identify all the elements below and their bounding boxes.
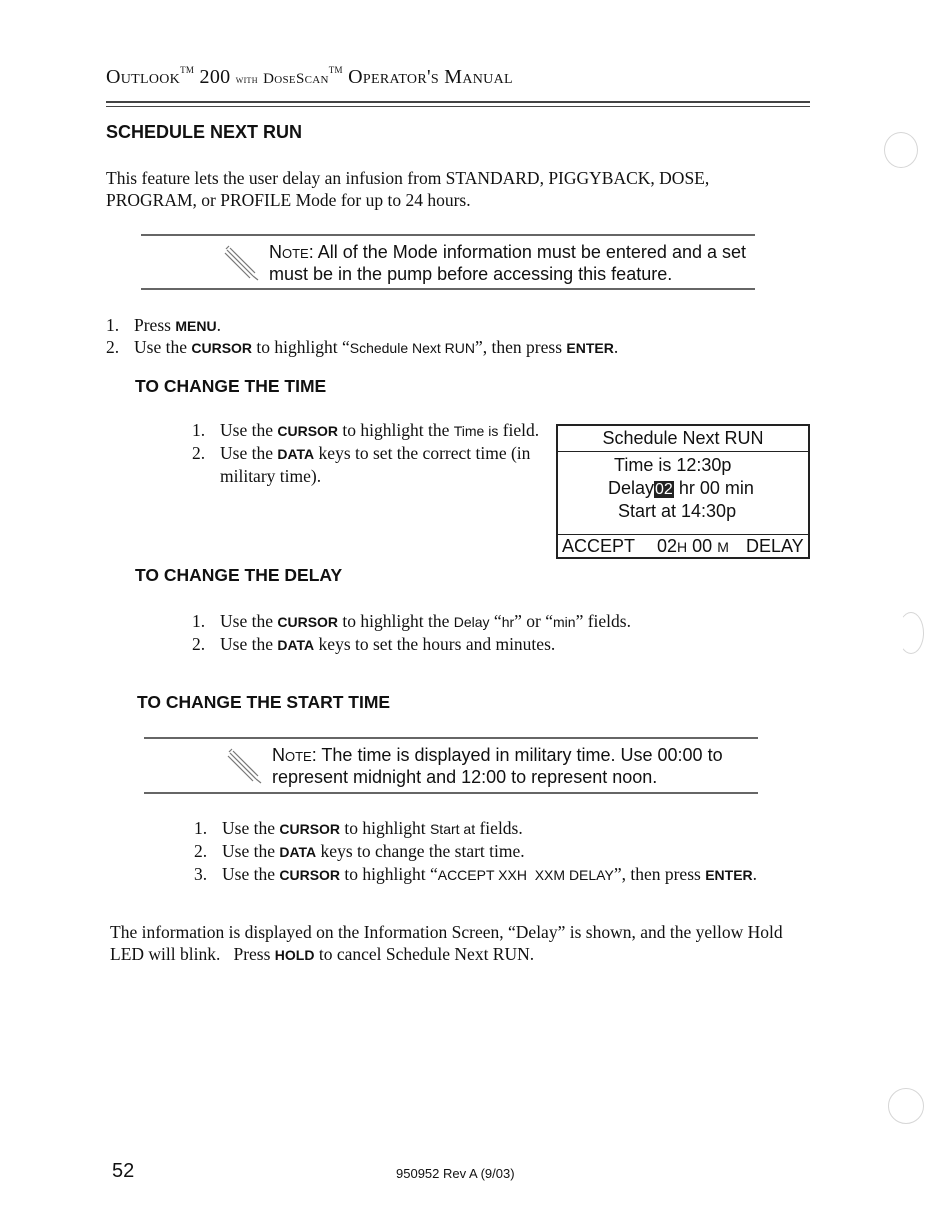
screen-delay-label: Delay [608,478,655,498]
step-number: 2. [192,443,206,463]
key-cursor: CURSOR [191,340,253,356]
code-start-at: Start at [429,821,476,837]
step-mid: to highlight the [338,611,454,631]
change-time-step-1 [192,419,542,442]
screen-delay-rest: hr 00 min [678,478,754,498]
intro-paragraph: This feature lets the user delay an infusion from STANDARD, PIGGYBACK, DOSE, PROGRAM, or PROFILE Mode for up to 24 hours. [106,168,710,210]
change-start-step-2 [194,840,834,863]
step-post: . [752,864,758,884]
step-number: 1. [194,818,208,838]
step-mid: to highlight [340,818,430,838]
step-number: 1. [106,315,120,335]
soft-h-unit: H [677,539,688,555]
code-min: min [553,614,576,630]
step-pre: Use the [220,634,278,654]
change-start-step-3 [194,863,834,886]
step-number: 2. [194,841,208,861]
step-mid2: ”, then press [475,337,567,357]
step-mid: to highlight “ [340,864,438,884]
step-mid: to highlight the [338,420,454,440]
key-cursor: CURSOR [279,821,341,837]
step-number: 3. [194,864,208,884]
section-title: SCHEDULE NEXT RUN [106,122,303,142]
note-text-mode-info [269,241,749,285]
softkey-delay-value [657,536,729,557]
step-post: . [613,337,619,357]
step-pre: Use the [220,443,278,463]
step-pre: Use the [134,337,192,357]
change-delay-step-1 [192,610,812,633]
note-label: Note: [272,745,317,765]
closing-pre: The information is displayed on the Information Screen, “Delay” is shown, and the yellow Hold LED will blink. Press [110,922,787,964]
change-start-step-1 [194,817,834,840]
screen-delay-line [608,478,754,499]
code-delay: Delay [453,614,490,630]
key-hold: HOLD [274,947,315,963]
step-post: keys to change the start time. [316,841,525,861]
step-post: field. [498,420,540,440]
note-box-military-time [144,737,758,794]
step-mid: to highlight “ [252,337,350,357]
change-delay-step-2 [192,633,812,656]
main-steps [106,314,826,358]
change-time-step-2 [192,442,542,487]
step-post: ” fields. [575,611,631,631]
code-time-is: Time is [453,423,499,439]
change-time-steps [192,419,542,487]
screen-softkey-divider [558,534,808,535]
header-tm: TM [180,65,195,76]
change-start-steps [194,817,834,886]
key-data: DATA [277,446,315,462]
step-mid2: “ [489,611,502,631]
subheading-change-time: TO CHANGE THE TIME [135,376,327,396]
header-tm2: TM [328,65,343,76]
header-model: 200 [199,66,231,88]
note-box-mode-info [141,234,755,290]
step-pre: Use the [222,841,280,861]
key-cursor: CURSOR [277,614,339,630]
main-step-1 [106,314,826,336]
step-number: 2. [106,337,120,357]
step-mid2: ”, then press [613,864,706,884]
change-delay-steps [192,610,812,656]
step-pre: Use the [220,420,278,440]
step-number: 1. [192,611,206,631]
main-step-2 [106,336,826,358]
page-number: 52 [112,1160,135,1182]
screen-start-line: Start at 14:30p [618,501,737,521]
soft-m-unit: M [717,539,729,555]
key-enter: ENTER [705,867,753,883]
soft-mins: 00 [692,536,713,556]
code-schedule-next-run: Schedule Next RUN [349,340,476,356]
key-menu: MENU [175,318,217,334]
step-number: 2. [192,634,206,654]
pencil-note-icon [224,747,264,785]
pump-screen-display [556,424,810,559]
running-header [106,66,513,89]
step-pre: Use the [222,818,280,838]
key-cursor: CURSOR [279,867,341,883]
punch-hole-mark [888,1088,924,1124]
key-cursor: CURSOR [277,423,339,439]
note-text-military-time [272,744,757,788]
softkey-accept: ACCEPT [562,536,636,556]
step-post: keys to set the hours and minutes. [314,634,556,654]
header-brand: Outlook [106,66,181,88]
document-revision: 950952 Rev A (9/03) [396,1166,515,1181]
step-post: fields. [475,818,523,838]
step-pre: Use the [220,611,278,631]
punch-hole-mark [898,612,924,654]
subheading-change-start-time: TO CHANGE THE START TIME [137,692,391,712]
header-with: with [235,74,258,86]
softkey-delay: DELAY [746,536,804,556]
screen-title-divider [558,451,808,452]
key-enter: ENTER [566,340,614,356]
header-product: DoseScan [263,71,329,87]
step-mid3: ” or “ [514,611,554,631]
step-post: . [216,315,221,335]
key-data: DATA [279,844,317,860]
code-hr: hr [501,614,515,630]
header-rule [106,101,810,107]
punch-hole-mark [884,132,918,168]
header-manual: Operator's Manual [348,66,513,88]
note-body: All of the Mode information must be entered and a set must be in the pump before accessing this feature. [269,242,746,284]
closing-post: to cancel Schedule Next RUN. [314,944,535,964]
soft-hours: 02 [657,536,678,556]
closing-paragraph [110,921,810,966]
step-number: 1. [192,420,206,440]
note-body: The time is displayed in military time. Use 00:00 to represent midnight and 12:00 to represent noon. [272,745,723,787]
step-post: keys to set the correct time (in military time). [220,443,531,486]
step-text [134,336,618,359]
screen-title: Schedule Next RUN [602,428,764,448]
screen-delay-hours-highlight: 02 [655,481,673,498]
pencil-note-icon [221,244,261,282]
subheading-change-delay: TO CHANGE THE DELAY [135,565,343,585]
step-pre: Use the [222,864,280,884]
note-label: Note: [269,242,314,262]
key-data: DATA [277,637,315,653]
screen-time-line: Time is 12:30p [614,455,732,475]
code-accept-delay: ACCEPT XXH XXM DELAY [437,867,614,883]
step-pre: Press [134,315,176,335]
step-text [134,314,221,337]
